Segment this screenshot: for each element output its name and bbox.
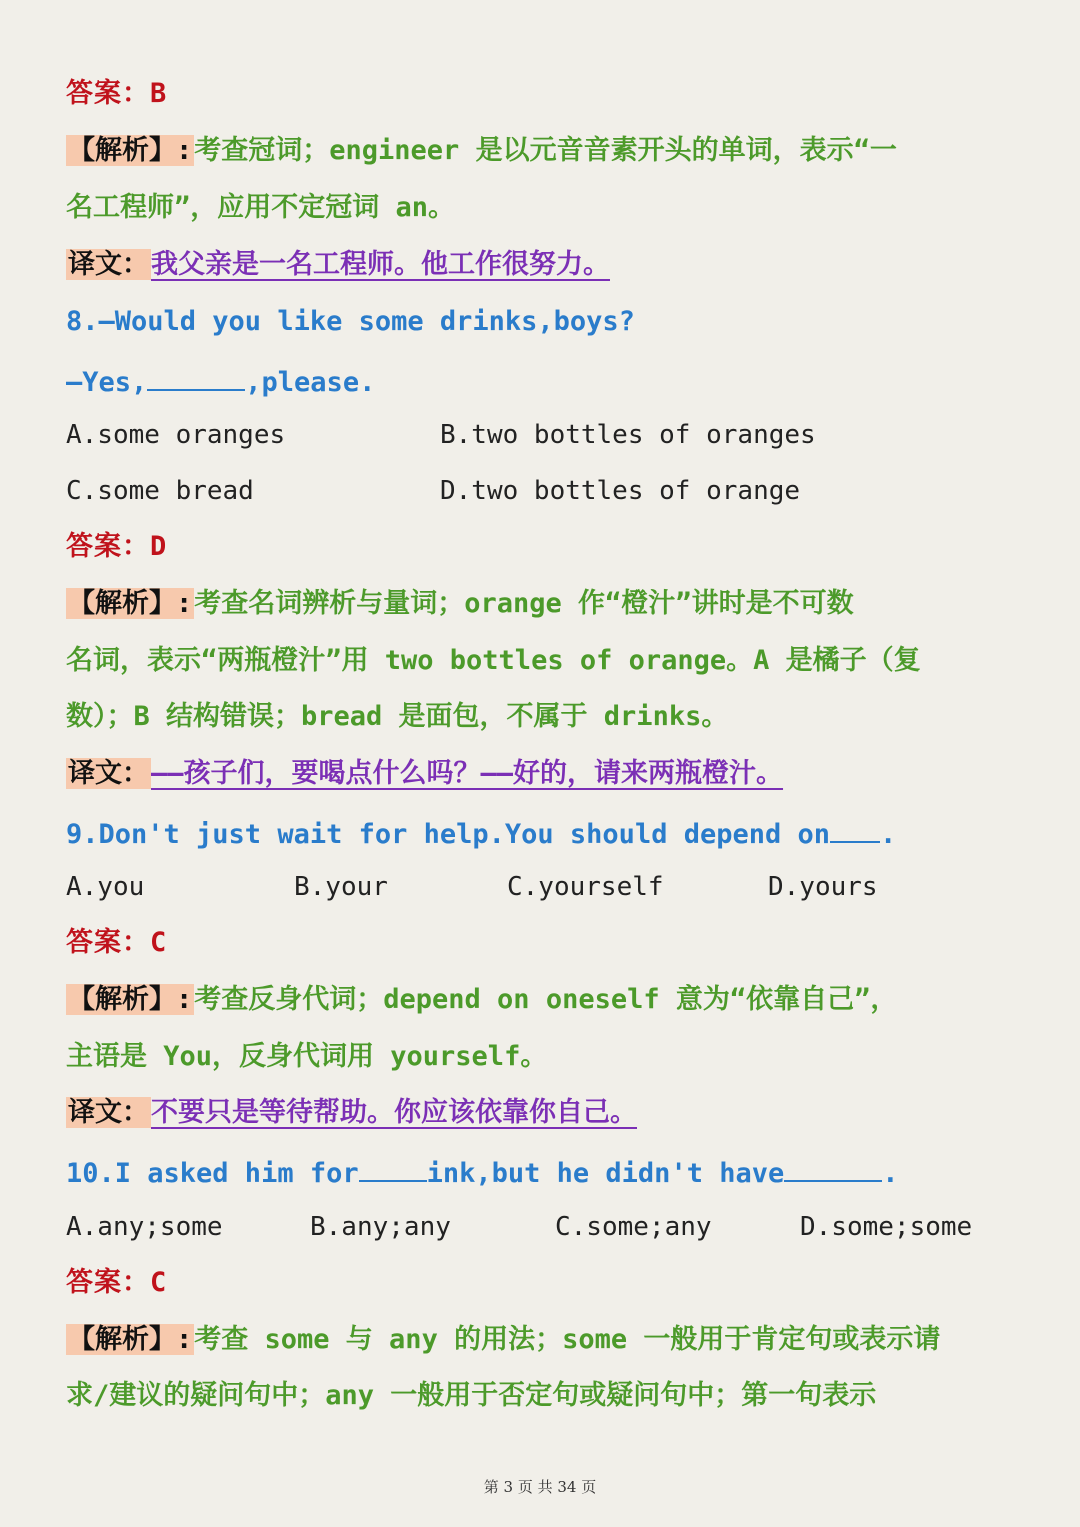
- option-d: D.some;some: [800, 1212, 973, 1242]
- analysis-line: 名词，表示“两瓶橙汁”用 two bottles of orange。A 是橘子（复: [66, 645, 921, 676]
- answer-label: 答案：B: [66, 78, 168, 109]
- answer-label: 答案：C: [66, 1267, 168, 1298]
- question-text: 8.—Would you like some drinks,boys?: [66, 306, 635, 337]
- option-a: A.some oranges: [66, 420, 286, 450]
- question-text: 9.Don't just wait for help.You should depend on .: [66, 811, 1026, 855]
- translation-label: 译文：: [68, 758, 149, 789]
- analysis-tag: 【解析】:: [68, 1324, 193, 1355]
- option-c: C.yourself: [507, 872, 664, 902]
- answer-blank: [784, 1150, 882, 1182]
- answer-label: 答案：D: [66, 531, 168, 562]
- translation-line: [66, 245, 1026, 285]
- question-text: —Yes, ,please.: [66, 359, 1026, 403]
- option-d: D.yours: [768, 872, 878, 902]
- option-d: D.two bottles of orange: [440, 476, 801, 506]
- analysis-text: 考查 some 与 any 的用法；some 一般用于肯定句或表示请: [194, 1324, 941, 1355]
- answer-blank: [359, 1150, 427, 1182]
- analysis-line: 主语是 You，反身代词用 yourself。: [66, 1041, 548, 1072]
- option-b: B.any;any: [310, 1212, 451, 1242]
- translation-line: [66, 1093, 1026, 1133]
- option-c: C.some bread: [66, 476, 254, 506]
- analysis-line: 名工程师”，应用不定冠词 an。: [66, 192, 456, 223]
- option-c: C.some;any: [555, 1212, 712, 1242]
- page-footer: 第 3 页 共 34 页: [483, 1478, 597, 1496]
- analysis-line: [66, 131, 1026, 171]
- analysis-text: 考查名词辨析与量词；orange 作“橙汁”讲时是不可数: [194, 588, 854, 619]
- option-a: A.any;some: [66, 1212, 223, 1242]
- option-a: A.you: [66, 872, 145, 902]
- translation-text: ——孩子们，要喝点什么吗？——好的，请来两瓶橙汁。: [151, 758, 784, 789]
- analysis-line: [66, 980, 1026, 1020]
- translation-text: 不要只是等待帮助。你应该依靠你自己。: [151, 1097, 637, 1128]
- translation-label: 译文：: [68, 249, 149, 280]
- analysis-line: 数）；B 结构错误；bread 是面包，不属于 drinks。: [66, 701, 729, 732]
- analysis-line: 求/建议的疑问句中；any 一般用于否定句或疑问句中；第一句表示: [66, 1380, 877, 1411]
- analysis-tag: 【解析】:: [68, 588, 193, 619]
- answer-blank: [147, 359, 245, 391]
- analysis-line: [66, 584, 1026, 624]
- translation-text: 我父亲是一名工程师。他工作很努力。: [151, 249, 610, 280]
- option-b: B.your: [294, 872, 388, 902]
- translation-label: 译文：: [68, 1097, 149, 1128]
- answer-blank: [830, 811, 880, 843]
- analysis-text: 考查冠词；engineer 是以元音音素开头的单词，表示“一: [194, 135, 897, 166]
- analysis-text: 考查反身代词；depend on oneself 意为“依靠自己”，: [194, 984, 898, 1015]
- analysis-line: [66, 1320, 1026, 1360]
- option-b: B.two bottles of oranges: [440, 420, 816, 450]
- translation-line: [66, 754, 1026, 794]
- analysis-tag: 【解析】:: [68, 135, 193, 166]
- analysis-tag: 【解析】:: [68, 984, 193, 1015]
- question-text: 10.I asked him for ink,but he didn't have .: [66, 1150, 1026, 1194]
- answer-label: 答案：C: [66, 927, 168, 958]
